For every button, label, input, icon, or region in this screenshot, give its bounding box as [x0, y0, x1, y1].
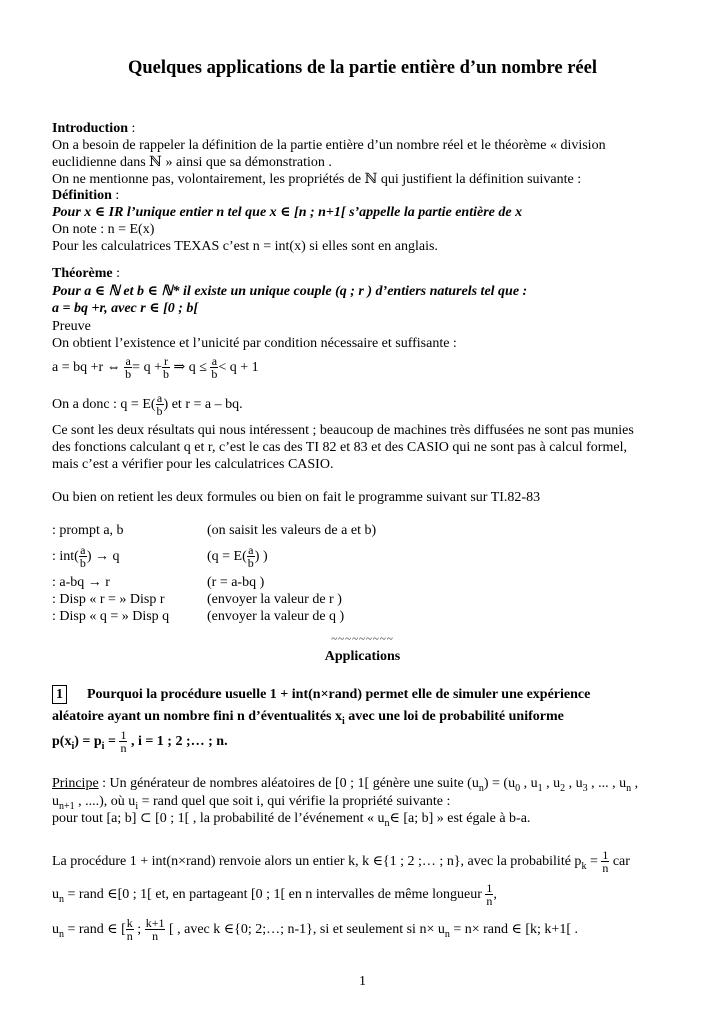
theorem-colon: :: [112, 266, 121, 281]
program-code: : Disp « q = » Disp q: [52, 609, 170, 624]
eq-implies: ⇒ q ≤: [169, 360, 211, 375]
frac-den: b: [125, 367, 132, 382]
results-line-1: Ce sont les deux résultats qui nous intéressent ; beaucoup de machines très diffusées ne sont pas munies: [52, 423, 634, 438]
donc-start: On a donc : q = E(: [52, 397, 156, 412]
comment-end: ) ): [254, 549, 268, 564]
text: =: [586, 854, 602, 869]
procedure-line-1: [52, 847, 630, 882]
proof-label: Preuve: [52, 319, 91, 334]
item-number-box: 1: [52, 685, 67, 704]
frac-num: a: [248, 543, 254, 558]
theorem-equation: [52, 353, 259, 383]
frac-num: 1: [120, 728, 127, 743]
donc-end: ) et r = a – bq.: [163, 397, 243, 412]
intro-heading-line: [52, 120, 135, 137]
frac-den: n: [152, 929, 159, 944]
frac-num: 1: [486, 881, 493, 896]
definition-statement: Pour x ∈ IR l’unique entier n tel que x ∈ [n ; n+1[ s’appelle la partie entière de x: [52, 205, 523, 220]
fraction-a-over-b: [247, 544, 255, 569]
program-code: : a-bq → r: [52, 575, 110, 590]
program-comment: (envoyer la valeur de q ): [207, 609, 345, 624]
text: , u: [542, 776, 561, 791]
definition-calc: Pour les calculatrices TEXAS c’est n = int(x) si elles sont en anglais.: [52, 239, 438, 254]
question-text: Pourquoi la procédure usuelle 1 + int(n×rand) permet elle de simuler une expérience: [87, 687, 591, 702]
theorem-statement-1: Pour a ∈ ℕ et b ∈ ℕ* il existe un unique couple (q ; r ) d’entiers naturels tel que :: [52, 284, 528, 299]
results-line-3: mais c’est a vérifier pour les calculatrices CASIO.: [52, 457, 334, 472]
text: ,: [631, 776, 639, 791]
intro-line-1: On a besoin de rappeler la définition de la partie entière d’un nombre réel et le théorème « division: [52, 138, 606, 153]
question-text: p(x: [52, 734, 72, 749]
frac-den: n: [126, 929, 133, 944]
page-number: 1: [359, 974, 366, 989]
frac-num: k+1: [145, 916, 165, 931]
section-separator: ~~~~~~~~~: [331, 633, 394, 645]
definition-heading: Définition: [52, 188, 112, 203]
text: , ....), où u: [74, 794, 136, 809]
subscript: n: [444, 928, 450, 940]
intro-line-3: On ne mentionne pas, volontairement, les propriétés de ℕ qui justifient la définition suivante :: [52, 172, 582, 187]
subscript: n+1: [59, 800, 75, 812]
subscript: 1: [537, 782, 543, 794]
subscript: n: [384, 817, 390, 829]
fraction-a-over-b: [124, 355, 132, 380]
intro-line-2: euclidienne dans ℕ » ainsi que sa démonstration .: [52, 155, 332, 170]
program-code: : prompt a, b: [52, 523, 124, 538]
application-question-line-1: [52, 685, 590, 704]
text: u: [52, 794, 59, 809]
program-comment: (on saisit les valeurs de a et b): [207, 523, 377, 538]
text: ,: [493, 887, 497, 902]
subscript: k: [581, 860, 587, 872]
results-line-2: des fonctions calculant q et r, c’est le cas des TI 82 et 83 et des CASIO qui ne sont pas à calcul formel,: [52, 440, 627, 455]
text: : Un générateur de nombres aléatoires de [0 ; 1[ génère une suite (u: [98, 776, 479, 791]
text: , u: [565, 776, 583, 791]
intro-heading: Introduction: [52, 121, 128, 136]
principe-line-3: [52, 810, 530, 832]
eq-end: < q + 1: [218, 360, 259, 375]
frac-num: a: [80, 543, 86, 558]
results-line-4: Ou bien on retient les deux formules ou bien on fait le programme suivant sur TI.82-83: [52, 490, 541, 505]
program-code: : Disp « r = » Disp r: [52, 592, 165, 607]
subscript: i: [71, 740, 75, 752]
program-row-1: [52, 522, 652, 539]
text: u: [52, 887, 59, 902]
text: pour tout [a; b] ⊂ [0 ; 1[ , la probabilité de l’événement « u: [52, 811, 385, 826]
fraction-a-over-b: [156, 392, 164, 417]
frac-den: b: [247, 556, 254, 571]
frac-num: a: [156, 391, 163, 406]
text: [ , avec k ∈{0; 2;…; n-1}, si et seulement si n× u: [165, 922, 445, 937]
definition-heading-line: [52, 187, 119, 204]
frac-den: b: [156, 404, 163, 419]
program-comment: (envoyer la valeur de r ): [207, 592, 342, 607]
text: = n× rand ∈ [k; k+1[ .: [449, 922, 578, 937]
text: = rand ∈ [: [64, 922, 126, 937]
text: = rand quel que soit i, qui vérifie la propriété suivante :: [138, 794, 451, 809]
text: , ... , u: [587, 776, 627, 791]
frac-num: a: [125, 354, 131, 369]
text: ∈ [a; b] » est égale à b-a.: [389, 811, 531, 826]
text: ) = (u: [483, 776, 516, 791]
frac-den: n: [602, 861, 609, 876]
principe-label: Principe: [52, 776, 99, 791]
frac-num: r: [163, 354, 168, 369]
frac-den: b: [211, 367, 218, 382]
frac-den: n: [486, 894, 493, 909]
frac-den: n: [120, 741, 127, 756]
program-row-4: [52, 591, 652, 608]
theorem-heading-line: [52, 265, 120, 282]
fraction-k-over-n: [126, 917, 134, 942]
question-text: ) = p: [74, 734, 102, 749]
text: , u: [520, 776, 538, 791]
question-text: aléatoire ayant un nombre fini n d’éventualités x: [52, 709, 342, 724]
eq-mid: = q +: [132, 360, 162, 375]
frac-den: b: [79, 556, 86, 571]
program-row-3: [52, 574, 652, 591]
frac-num: a: [211, 354, 218, 369]
definition-note: On note : n = E(x): [52, 222, 155, 237]
fraction-k1-over-n: [145, 917, 166, 942]
question-text: , i = 1 ; 2 ;… ; n.: [127, 734, 228, 749]
subscript: n: [59, 928, 64, 940]
frac-den: b: [162, 367, 169, 382]
text: La procédure 1 + int(n×rand) renvoie alors un entier k, k ∈{1 ; 2 ;… ; n}, avec la probabilité p: [52, 854, 582, 869]
subscript: n: [59, 893, 64, 905]
application-question-line-3: [52, 727, 228, 762]
comment-start: (q = E(: [207, 549, 247, 564]
question-text: =: [104, 734, 120, 749]
text: = rand ∈[0 ; 1[ et, en partageant [0 ; 1[ en n intervalles de même longueur: [64, 887, 486, 902]
subscript: 2: [560, 782, 566, 794]
definition-colon: :: [111, 188, 120, 203]
text: ;: [133, 922, 145, 937]
program-comment: (r = a-bq ): [207, 575, 265, 590]
program-row-2: [52, 543, 652, 571]
applications-heading: Applications: [324, 649, 401, 664]
frac-num: k: [126, 916, 133, 931]
intro-colon: :: [127, 121, 136, 136]
subscript: n: [626, 782, 632, 794]
fraction-r-over-b: [162, 355, 170, 380]
subscript: 0: [515, 782, 521, 794]
document-title: Quelques applications de la partie entière d’un nombre réel: [127, 58, 597, 78]
text: u: [52, 922, 59, 937]
subscript: n: [478, 782, 484, 794]
program-code: : int(: [52, 549, 79, 564]
frac-num: 1: [602, 848, 609, 863]
subscript: i: [342, 715, 345, 727]
procedure-line-2: [52, 880, 497, 915]
theorem-statement-2: a = bq +r, avec r ∈ [0 ; b[: [52, 301, 199, 316]
program-comment: [207, 543, 268, 571]
fraction-a-over-b: [79, 544, 87, 569]
subscript: i: [135, 800, 139, 812]
eq-start: a = bq +r ⇔: [52, 360, 125, 375]
program-row-5: [52, 608, 652, 625]
theorem-conclusion: [52, 390, 243, 420]
procedure-line-3: [52, 915, 578, 950]
text: car: [609, 854, 630, 869]
question-text: avec une loi de probabilité uniforme: [344, 709, 564, 724]
proof-line: On obtient l’existence et l’unicité par condition nécessaire et suffisante :: [52, 336, 457, 351]
theorem-heading: Théorème: [52, 266, 113, 281]
program-code-end: ) → q: [86, 549, 120, 564]
subscript: 3: [582, 782, 588, 794]
subscript: i: [101, 740, 105, 752]
